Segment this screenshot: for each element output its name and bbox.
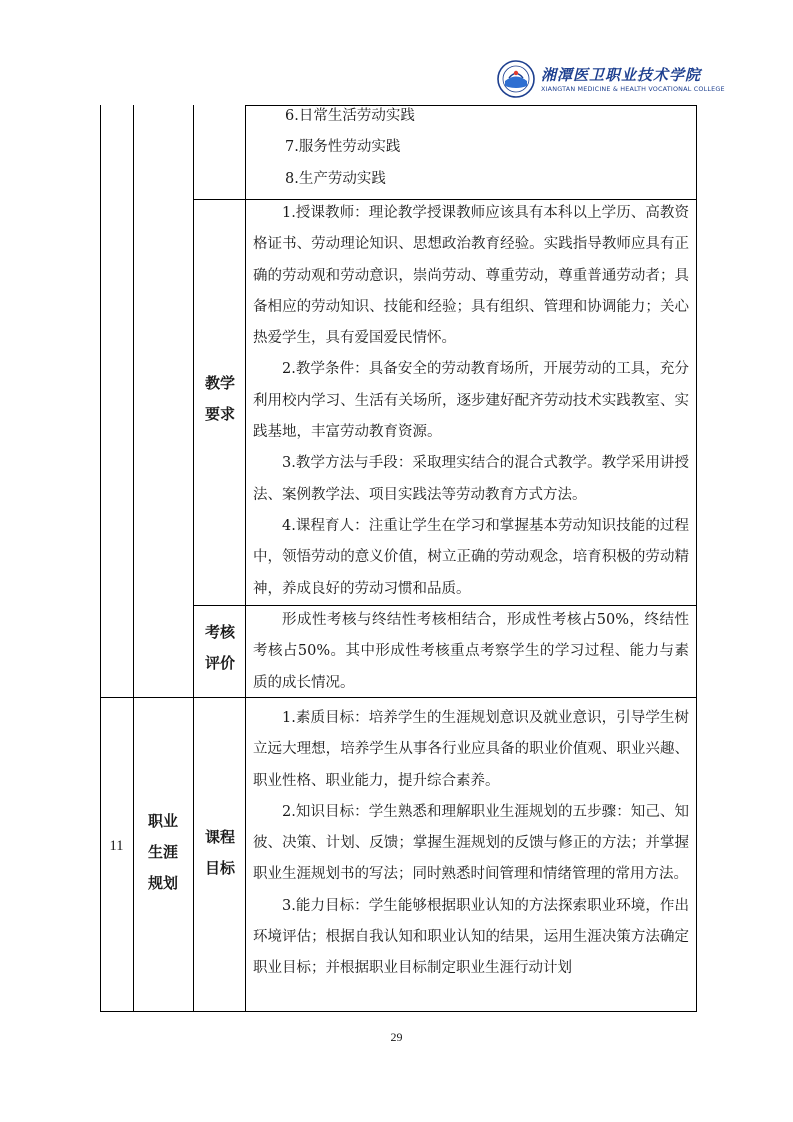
page-number: 29 <box>390 1030 403 1044</box>
teaching-requirements-cell <box>253 198 689 605</box>
paragraph: 3.教学方法与手段：采取理实结合的混合式教学。教学采用讲授法、案例教学法、项目实践法等劳动教育方式方法。 <box>253 455 689 503</box>
school-logo <box>497 60 725 100</box>
course-index: 11 <box>109 838 124 854</box>
paragraph: 3.能力目标：学生能够根据职业认知的方法探索职业环境，作出环境评估；根据自我认知和职业认知的结果，运用生涯决策方法确定职业目标；并根据职业目标制定职业生涯行动计划 <box>253 897 689 977</box>
course-goals-label: 课程 目标 <box>204 828 235 877</box>
paragraph: 2.知识目标：学生熟悉和理解职业生涯规划的五步骤：知己、知彼、决策、计划、反馈；掌握生涯规划的反馈与修正的方法；并掌握职业生涯规划书的写法；同时熟悉时间管理和情绪管理的常用方法。 <box>253 803 689 883</box>
paragraph: 形成性考核与终结性考核相结合，形成性考核占50%，终结性考核占50%。其中形成性考核重点考察学生的学习过程、能力与素质的成长情况。 <box>253 612 689 691</box>
list-item: 7.服务性劳动实践 <box>285 139 401 156</box>
school-name-cn: 湘潭医卫职业技术学院 <box>541 66 702 84</box>
course-goals-cell <box>253 703 689 985</box>
assessment-cell <box>253 605 689 699</box>
school-seal-icon <box>497 60 535 98</box>
teaching-requirements-label: 教学 要求 <box>204 374 235 423</box>
paragraph: 2.教学条件：具备安全的劳动教育场所，开展劳动的工具，充分利用校内学习、生活有关场所，逐步建好配齐劳动技术实践教室、实践基地，丰富劳动教育资源。 <box>253 361 689 441</box>
paragraph: 1.授课教师：理论教学授课教师应该具有本科以上学历、高教资格证书、劳动理论知识、思想政治教育经验。实践指导教师应具有正确的劳动观和劳动意识，崇尚劳动、尊重劳动，尊重普通劳动者；具备相应的劳动知识、技能和经验；具有组织、管理和协调能力；关心热爱学生，具有爱国爱民情怀。 <box>253 205 689 347</box>
practice-items-cell <box>253 101 693 195</box>
list-item: 8.生产劳动实践 <box>285 170 386 187</box>
list-item: 6.日常生活劳动实践 <box>285 108 415 124</box>
course-name: 职业 生涯 规划 <box>147 812 178 892</box>
paragraph: 1.素质目标：培养学生的生涯规划意识及就业意识，引导学生树立远大理想，培养学生从事各行业应具备的职业价值观、职业兴趣、职业性格、职业能力，提升综合素养。 <box>253 710 689 789</box>
school-name-en: XIANGTAN MEDICINE & HEALTH VOCATIONAL COLLEGE <box>541 85 725 93</box>
assessment-label: 考核 评价 <box>204 623 235 672</box>
paragraph: 4.课程育人：注重让学生在学习和掌握基本劳动知识技能的过程中，领悟劳动的意义价值，树立正确的劳动观念，培育积极的劳动精神，养成良好的劳动习惯和品质。 <box>253 517 689 597</box>
